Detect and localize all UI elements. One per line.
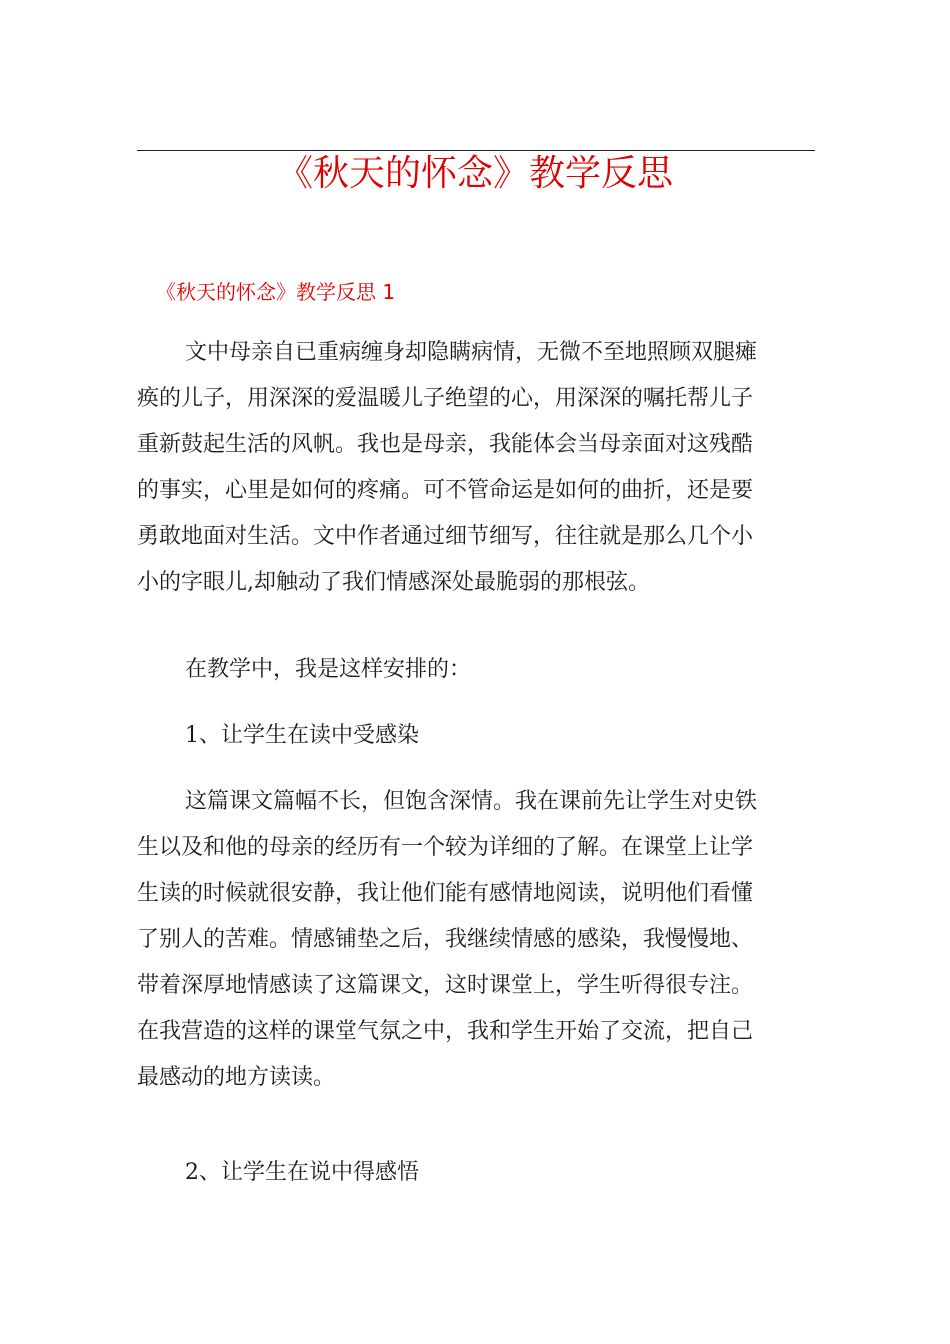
list-item-1	[137, 713, 827, 759]
paragraph-1-line: 重新鼓起生活的风帆。我也是母亲，我能体会当母亲面对这残酷	[137, 432, 754, 457]
paragraph-1-line: 的事实，心里是如何的疼痛。可不管命运是如何的曲折，还是要	[137, 478, 754, 503]
paragraph-3-line: 带着深厚地情感读了这篇课文，这时课堂上，学生听得很专注。	[137, 973, 754, 998]
list-item-2-text: 2、让学生在说中得感悟	[185, 1160, 419, 1185]
paragraph-3-line: 最感动的地方读读。	[137, 1065, 336, 1090]
list-item-1-text: 1、让学生在读中受感染	[185, 723, 419, 748]
document-title: 《秋天的怀念》教学反思	[276, 153, 673, 194]
paragraph-2	[137, 647, 827, 693]
paragraph-3	[137, 779, 827, 1101]
paragraph-3-line: 生读的时候就很安静，我让他们能有感情地阅读，说明他们看懂	[137, 881, 754, 906]
paragraph-1-line: 小的字眼儿,却触动了我们情感深处最脆弱的那根弦。	[137, 570, 650, 595]
list-item-2	[137, 1150, 827, 1196]
paragraph-1-line: 痪的儿子，用深深的爱温暖儿子绝望的心，用深深的嘱托帮儿子	[137, 386, 754, 411]
paragraph-3-line: 生以及和他的母亲的经历有一个较为详细的了解。在课堂上让学	[137, 835, 754, 860]
section-heading: 《秋天的怀念》教学反思 1	[156, 280, 396, 304]
paragraph-1-line: 勇敢地面对生活。文中作者通过细节细写，往往就是那么几个小	[137, 524, 754, 549]
paragraph-3-line: 这篇课文篇幅不长，但饱含深情。我在课前先让学生对史铁	[185, 789, 758, 814]
paragraph-2-line: 在教学中，我是这样安排的：	[185, 657, 472, 682]
paragraph-1-line: 文中母亲自已重病缠身却隐瞒病情，无微不至地照顾双腿瘫	[185, 340, 758, 365]
paragraph-3-line: 在我营造的这样的课堂气氛之中，我和学生开始了交流，把自己	[137, 1019, 754, 1044]
paragraph-3-line: 了别人的苦难。情感铺垫之后，我继续情感的感染，我慢慢地、	[137, 927, 754, 952]
paragraph-1	[137, 330, 827, 606]
